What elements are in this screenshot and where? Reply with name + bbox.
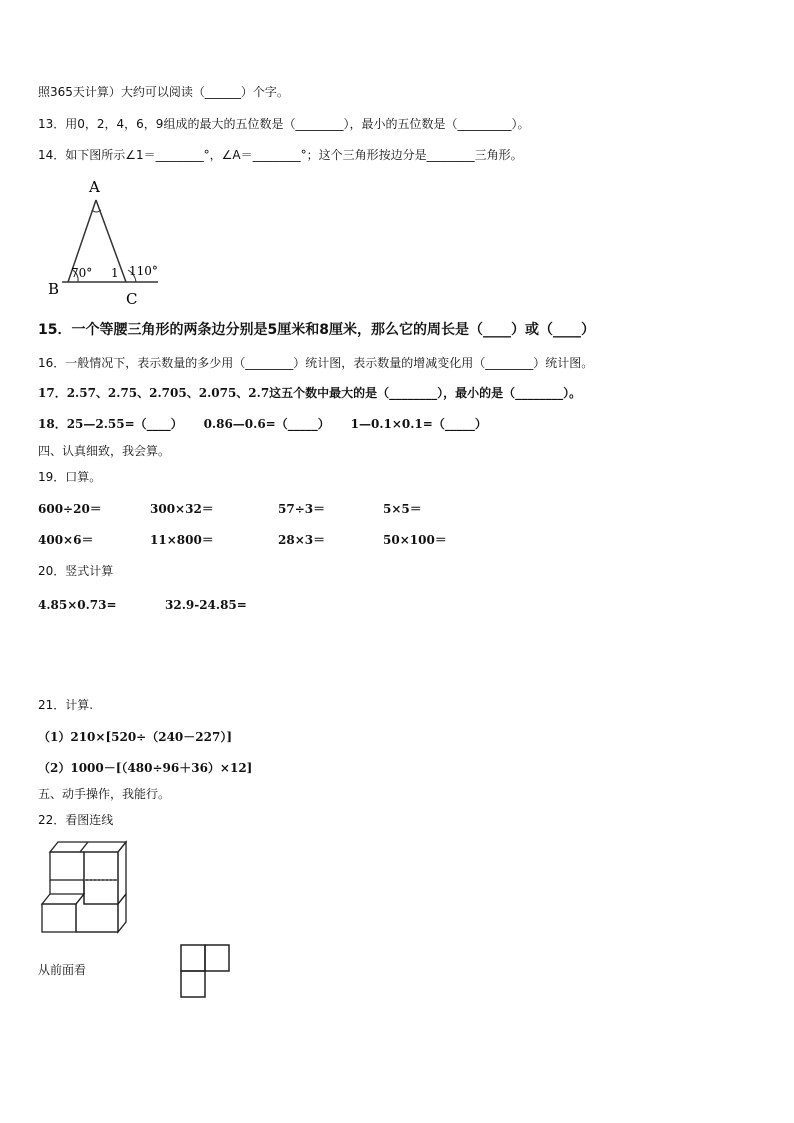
oral-r2c1: 400×6＝ [38,533,94,547]
question-17: 17．2.57、2.75、2.705、2.075、2.7这五个数中最大的是（________），最小的是（________）。 [38,386,582,400]
question-22: 22．看图连线 [38,813,114,827]
question-13: 13．用0，2，4，6，9组成的最大的五位数是（________），最小的五位数是（_________）。 [38,117,530,131]
vertex-a-label: A [89,178,100,196]
oral-r1c4: 5×5＝ [383,502,422,516]
oral-r2c2: 11×800＝ [150,533,214,547]
question-16: 16．一般情况下，表示数量的多少用（________）统计图，表示数量的增减变化用（________）统计图。 [38,356,594,370]
question-21: 21．计算. [38,698,94,712]
section-4-heading: 四、认真细致，我会算。 [38,444,171,458]
front-view-figure [179,943,231,999]
view-label-front: 从前面看 [38,963,87,977]
vertical-calc-b: 32.9-24.85= [165,598,247,612]
question-14: 14．如下图所示∠1＝________°，∠A＝________°；这个三角形按边分是________三角形。 [38,148,523,162]
vertex-b-label: B [48,280,60,298]
angle-1-label: 1 [111,266,119,280]
oral-r1c2: 300×32＝ [150,502,214,516]
oral-r2c4: 50×100＝ [383,533,447,547]
question-19: 19．口算。 [38,470,102,484]
question-21-part-1: （1）210×[520÷（240－227）] [38,730,233,744]
exterior-angle-label: 110° [129,264,158,278]
oral-r1c3: 57÷3＝ [278,502,326,516]
vertex-c-label: C [126,290,138,308]
question-21-part-2: （2）1000－[（480÷96＋36）×12] [38,761,253,775]
question-18: 18．25—2.55=（____） 0.86—0.6=（_____） 1—0.1×0.1=（_____） [38,417,487,431]
question-12-continuation: 照365天计算）大约可以阅读（______）个字。 [38,85,289,99]
oral-r2c3: 28×3＝ [278,533,326,547]
vertical-calc-a: 4.85×0.73= [38,598,117,612]
question-15: 15．一个等腰三角形的两条边分别是5厘米和8厘米，那么它的周长是（____）或（____） [38,322,595,338]
section-5-heading: 五、动手操作，我能行。 [38,787,171,801]
cube-stack-figure [38,838,134,934]
oral-r1c1: 600÷20＝ [38,502,102,516]
question-20: 20．竖式计算 [38,564,114,578]
angle-b-label: 70° [71,266,93,280]
triangle-figure [44,172,184,312]
